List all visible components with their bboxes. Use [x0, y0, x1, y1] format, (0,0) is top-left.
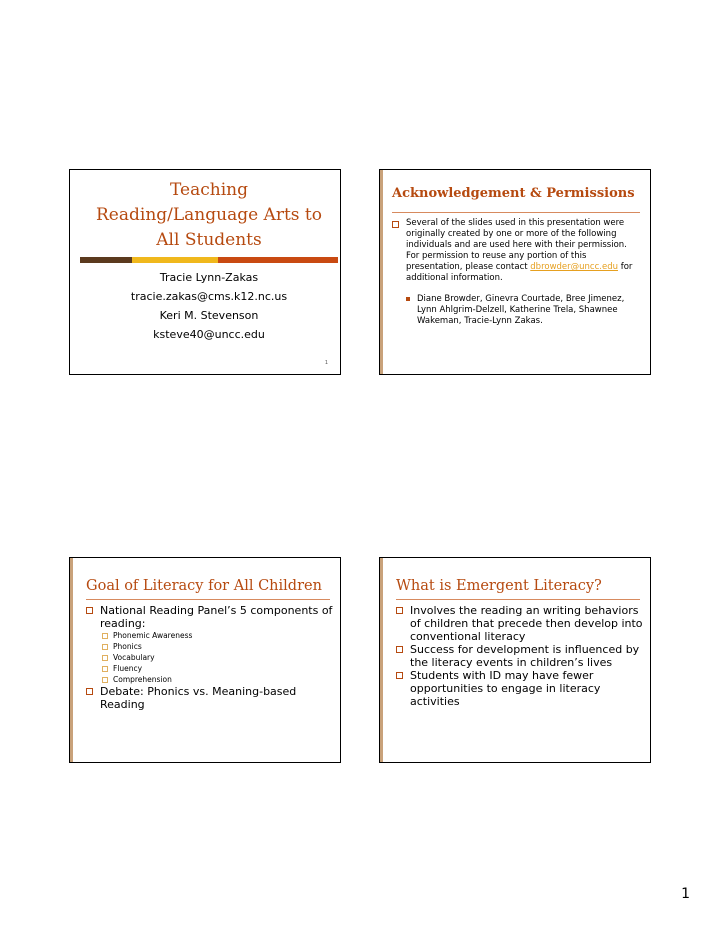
title-line-3: All Students	[156, 230, 262, 250]
list-item	[86, 604, 334, 630]
slide-stripe	[70, 558, 73, 762]
presenter-info	[80, 268, 338, 344]
slide-title: Acknowledgement & Permissions	[392, 186, 635, 201]
title-rule	[396, 599, 640, 600]
list-item	[102, 652, 334, 663]
component-text: Vocabulary	[113, 653, 155, 662]
title-rule	[86, 599, 330, 600]
title-line-1: Teaching	[170, 180, 248, 200]
bullet-text: National Reading Panel’s 5 components of reading:	[100, 604, 333, 630]
document-page-number: 1	[681, 886, 690, 902]
presenter-1-email: tracie.zakas@cms.k12.nc.us	[130, 290, 288, 303]
bullet-icon	[102, 677, 108, 683]
presentation-title	[80, 178, 338, 253]
bullet-icon	[102, 655, 108, 661]
bullet-text	[406, 218, 642, 284]
slide-body	[396, 604, 644, 708]
bullet-icon	[102, 633, 108, 639]
title-line-2: Reading/Language Arts to	[96, 205, 322, 225]
slide-body	[392, 218, 642, 327]
components-list	[102, 630, 334, 685]
bullet-icon	[396, 646, 403, 653]
bullet-icon	[102, 644, 108, 650]
presenter-1-name: Tracie Lynn-Zakas	[159, 271, 259, 284]
slide-stripe	[380, 558, 383, 762]
slide-page-number: 1	[324, 360, 328, 366]
list-item	[102, 674, 334, 685]
component-text: Phonics	[113, 642, 142, 651]
list-item	[396, 604, 644, 643]
title-bar-orange	[218, 257, 338, 263]
bullet-text-part: Several of the slides used in this presentation were originally created by one or more of the following individuals and are used here with their permission. For permission to reuse any portion of this presentation, please contact	[406, 218, 627, 272]
presenter-2-name: Keri M. Stevenson	[159, 309, 259, 322]
email-link[interactable]: dbrowder@uncc.edu	[530, 262, 618, 272]
list-item	[392, 218, 642, 284]
slide-title: What is Emergent Literacy?	[396, 578, 602, 594]
list-item	[102, 630, 334, 641]
bullet-icon	[102, 666, 108, 672]
bullet-text: Debate: Phonics vs. Meaning-based Reading	[100, 685, 297, 711]
bullet-icon	[86, 607, 93, 614]
list-item	[406, 294, 642, 327]
bullet-icon	[406, 297, 410, 301]
component-text: Comprehension	[113, 675, 172, 684]
title-rule	[392, 212, 640, 213]
slide-title: Goal of Literacy for All Children	[86, 578, 322, 594]
slide-acknowledgement	[379, 169, 651, 375]
bullet-icon	[392, 221, 399, 228]
bullet-text: Involves the reading an writing behaviors of children that precede then develop into conventional literacy	[410, 604, 643, 643]
component-text: Phonemic Awareness	[113, 631, 193, 640]
slide-body	[86, 604, 334, 711]
bullet-text: Students with ID may have fewer opportunities to engage in literacy activities	[410, 669, 601, 708]
list-item	[396, 643, 644, 669]
slide-stripe	[380, 170, 383, 374]
slide-title	[69, 169, 341, 375]
component-text: Fluency	[113, 664, 143, 673]
list-item	[102, 663, 334, 674]
title-bar-brown	[80, 257, 132, 263]
list-item	[86, 685, 334, 711]
slide-emergent-literacy	[379, 557, 651, 763]
bullet-text-part: for additional information.	[406, 262, 633, 283]
bullet-icon	[396, 672, 403, 679]
presenter-2-email: ksteve40@uncc.edu	[153, 328, 265, 341]
title-bar-gold	[132, 257, 218, 263]
bullet-icon	[86, 688, 93, 695]
bullet-icon	[396, 607, 403, 614]
list-item	[396, 669, 644, 708]
list-item	[102, 641, 334, 652]
sub-bullet-text: Diane Browder, Ginevra Courtade, Bree Jimenez, Lynn Ahlgrim-Delzell, Katherine Trela, Shawnee Wakeman, Tracie-Lynn Zakas.	[417, 294, 625, 326]
slide-goal-of-literacy	[69, 557, 341, 763]
bullet-text: Success for development is influenced by the literacy events in children’s lives	[410, 643, 640, 669]
